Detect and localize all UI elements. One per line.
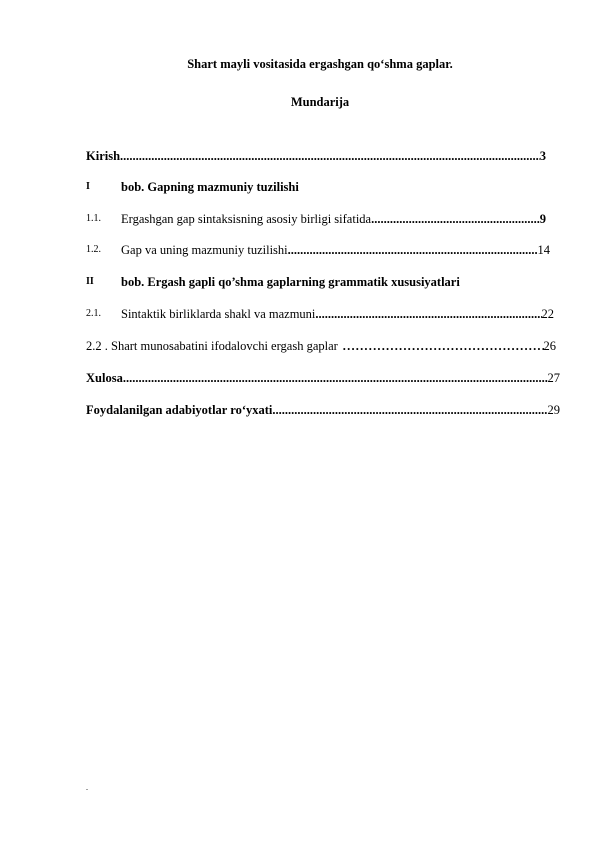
toc-leader-dots xyxy=(120,148,540,164)
toc-entry-label: Ergashgan gap sintaksisning asosiy birligi sifatida xyxy=(121,212,372,226)
toc-entry-1-1[interactable] xyxy=(86,211,546,227)
toc-entry-2-1[interactable] xyxy=(86,306,554,322)
toc-entry-kirish[interactable] xyxy=(86,148,546,164)
toc-entry-page: 29 xyxy=(547,403,560,417)
toc-entry-number: II xyxy=(86,276,94,287)
toc-entry-1-2[interactable] xyxy=(86,242,550,258)
toc-leader-dots xyxy=(371,211,540,227)
toc-entry-page: 22 xyxy=(541,307,554,321)
toc-leader-dots xyxy=(288,242,538,258)
toc-entry-page: 27 xyxy=(547,371,560,385)
toc-entry-label: Sintaktik birliklarda shakl va mazmuni xyxy=(121,307,316,321)
toc-entry-chapter-1[interactable] xyxy=(86,179,546,195)
toc-heading: Mundarija xyxy=(290,95,350,109)
toc-entry-page: 9 xyxy=(539,212,546,226)
toc-entry-page: 26 xyxy=(543,339,556,353)
toc-entry-number: 2.1. xyxy=(86,308,101,319)
toc-leader-dots xyxy=(272,402,547,418)
toc-leader-dots xyxy=(343,338,544,354)
toc-entry-label: 2.2 . Shart munosabatini ifodalovchi ergash gaplar xyxy=(86,339,338,353)
toc-entry-references[interactable] xyxy=(86,402,560,418)
toc-entry-2-2[interactable] xyxy=(86,338,556,354)
toc-entry-number: I xyxy=(86,181,90,192)
document-title: Shart mayli vositasida ergashgan qo‘shma gaplar. xyxy=(187,57,453,71)
toc-leader-dots xyxy=(123,370,548,386)
toc-entry-chapter-2[interactable] xyxy=(86,274,550,290)
footer-mark: . xyxy=(86,783,88,792)
toc-entry-number: 1.1. xyxy=(86,213,101,224)
toc-entry-label: Gap va uning mazmuniy tuzilishi xyxy=(121,243,288,257)
toc-entry-label: Xulosa xyxy=(86,371,123,385)
toc-entry-page: 14 xyxy=(537,243,550,257)
toc-entry-number: 1.2. xyxy=(86,244,101,255)
toc-entry-xulosa[interactable] xyxy=(86,370,560,386)
toc-leader-dots xyxy=(315,306,541,322)
toc-entry-page: 3 xyxy=(539,149,546,163)
toc-entry-label: bob. Ergash gapli qo’shma gaplarning grammatik xususiyatlari xyxy=(121,275,460,289)
toc-entry-label: Kirish xyxy=(86,149,121,163)
toc-entry-label: Foydalanilgan adabiyotlar ro‘yxati xyxy=(86,403,273,417)
toc-entry-label: bob. Gapning mazmuniy tuzilishi xyxy=(121,180,299,194)
